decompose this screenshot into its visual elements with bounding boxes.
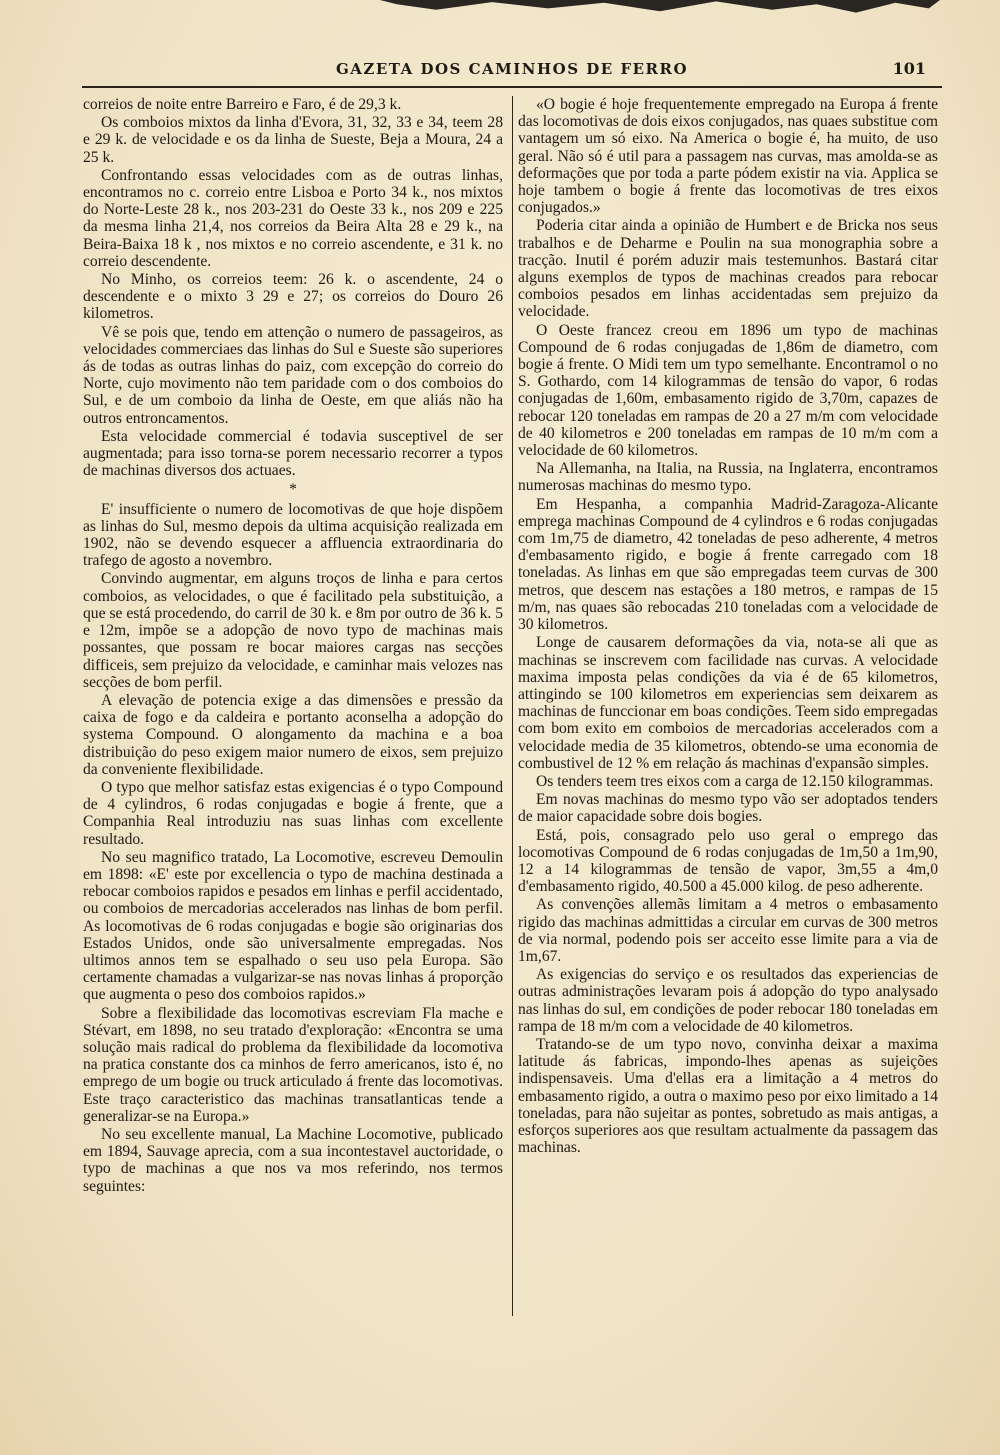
paragraph: correios de noite entre Barreiro e Faro, é de 29,3 k. <box>83 96 402 113</box>
paragraph: Em Hespanha, a companhia Madrid-Zaragoza-Alicante emprega machinas Compound de 4 cylindros e 6 rodas conjugadas com 1m,75 de diametro, 42 toneladas de peso adherente, 4 metros d'embasamento rigido, e bogie á frente carregado com 18 toneladas. As linhas em que são empregadas teem curvas de 300 metros, que descem nas estações a 180 metros, e rampas de 15 m/m, nas quaes são rebocadas 210 toneladas com a velocidade de 30 kilometros. <box>518 495 938 634</box>
paragraph: Os tenders teem tres eixos com a carga de 12.150 kilogrammas. <box>536 772 934 790</box>
torn-edge <box>380 0 940 14</box>
paragraph: Na Allemanha, na Italia, na Russia, na Inglaterra, encontramos numerosas machinas do mesmo typo. <box>518 460 938 495</box>
paragraph: Está, pois, consagrado pelo uso geral o emprego das locomotivas Compound de 6 rodas conjugadas de 1m,50 a 1m,90, 12 a 14 kilogrammas de tensão de vapor, 3m,55 a 4m,0 d'embasamento rigido, 40.500 a 45.000 kilog. de peso adherente. <box>518 826 938 896</box>
paragraph: Esta velocidade commercial é todavia susceptivel de ser augmentada; para isso torna-se porem necessario recorrer a typos de machinas diversos dos actuaes. <box>83 427 503 480</box>
paragraph: Convindo augmentar, em alguns troços de linha e para certos comboios, as velocidades, o que é facilitado pela substituição, a que se está procedendo, do carril de 30 k. e 8m por outro de 36 k. 5 e 12m, impõe se a adopção de novo typo de machinas mais possantes, que possam re bocar maiores cargas nas secções difficeis, sem prejuizo da velocidade, e caminhar mais velozes nas secções de bom perfil. <box>83 570 503 691</box>
paragraph: No seu magnifico tratado, La Locomotive, escreveu Demoulin em 1898: «E' este por excellencia o typo de machina destinada a rebocar comboios rapidos e pesados em linhas e perfil accidentado, ou comboios de mercadorias accelerados nas linhas de bom perfil. As locomotivas de 6 rodas conjugadas e bogie são originarias dos Estados Unidos, onde são universalmente empregadas. Nos ultimos annos tem se espalhado o seu uso pela Europa. São certamente chamadas a vulgarizar-se nas novas linhas á proporção que augmenta o peso dos comboios rapidos.» <box>83 848 504 1004</box>
paragraph: Poderia citar ainda a opinião de Humbert e de Bricka nos seus trabalhos e de Deharme e Poulin na sua monographia sobre a tracção. Inutil é porém aduzir mais testemunhos. Bastará citar alguns exemplos de typos de machinas creados para rebocar comboios pesados em linhas accidentadas sem prejuizo da velocidade. <box>518 217 938 321</box>
paragraph: Confrontando essas velocidades com as de outras linhas, encontramos no c. correio entre Lisboa e Porto 34 k., nos mixtos do Norte-Leste 28 k., nos 203-231 do Oeste 33 k., nos 209 e 225 da mesma linha 21,4, nos correios da Beira Alta 28 e 29 k., na Beira-Baixa 18 k , nos mixtos e no correio ascendente, e 31 k. no correio descendente. <box>83 166 503 270</box>
section-separator: * <box>289 481 297 499</box>
paragraph: O typo que melhor satisfaz estas exigencias é o typo Compound de 4 cylindros, 6 rodas conjugadas e bogie á frente, que a Companhia Real introduziu nas suas linhas com excellente resultado. <box>83 778 503 848</box>
column-divider <box>512 96 513 1316</box>
paragraph: Os comboios mixtos da linha d'Evora, 31, 32, 33 e 34, teem 28 e 29 k. de velocidade e os da linha de Sueste, Beja a Moura, 24 a 25 k. <box>83 114 503 166</box>
paragraph: Vê se pois que, tendo em attenção o numero de passageiros, as velocidades commerciaes das linhas do Sul e Sueste são superiores ás de todas as outras linhas do paiz, com excepção do correio do Norte, cujo movimento não tem paridade com o dos comboios do Sul, e de um comboio da linha de Oeste, em que aliás não ha outros entroncamentos. <box>83 323 503 427</box>
paragraph: A elevação de potencia exige a das dimensões e pressão da caixa de fogo e da caldeira e portanto aconselha a adopção do systema Compound. O alongamento da machina e a boa distribuição do peso exigem maior numero de eixos, sem prejuizo da conveniente flexibilidade. <box>83 691 503 778</box>
paragraph: Em novas machinas do mesmo typo vão ser adoptados tenders de maior capacidade sobre dois bogies. <box>518 791 938 826</box>
paragraph: E' insufficiente o numero de locomotivas de que hoje dispõem as linhas do Sul, mesmo depois da ultima acquisição realizada em 1902, não se devendo esquecer a affluencia extraordinaria do trafego de agosto a novembro. <box>83 500 503 570</box>
right-column <box>518 96 938 1157</box>
paragraph: O Oeste francez creou em 1896 um typo de machinas Compound de 6 rodas conjugadas de 1,86m de diametro, com bogie á frente. O Midi tem um typo semelhante. Encontramol o no S. Gothardo, com 14 kilogrammas de tensão do vapor, 6 rodas conjugadas de 1,60m, embasamento rigido de 3,70m, capazes de rebocar 120 toneladas em rampas de 20 a 27 m/m com velocidade de 40 kilometros e 200 toneladas em rampas de 10 m/m com a velocidade de 60 kilometros. <box>518 321 938 460</box>
page-header <box>82 60 942 84</box>
header-rule <box>82 86 942 88</box>
left-column <box>83 96 503 1196</box>
paragraph: No seu excellente manual, La Machine Locomotive, publicado em 1894, Sauvage aprecia, com a sua incontestavel auctoridade, o typo de machinas a que nos va mos referindo, nos termos seguintes: <box>83 1125 503 1195</box>
paragraph: No Minho, os correios teem: 26 k. o ascendente, 24 o descendente e o mixto 3 29 e 27; os correios do Douro 26 kilometros. <box>83 271 503 323</box>
page-number: 101 <box>892 59 926 78</box>
paragraph: Sobre a flexibilidade das locomotivas escreviam Fla mache e Stévart, em 1898, no seu tratado d'exploração: «Encontra se uma solução mais radical do problema da flexibilidade da locomotiva na pratica constante dos ca minhos de ferro americanos, isto é, no emprego de um bogie ou truck articulado á frente das locomotivas. Este traço caracteristico das machinas transatlanticas tende a generalizar-se na Europa.» <box>83 1004 503 1125</box>
paragraph: Tratando-se de um typo novo, convinha deixar a maxima latitude ás fabricas, impondo-lhes apenas as sujeições indispensaveis. Uma d'ellas era a limitação a 4 metros do embasamento rigido, a outra o maximo peso por eixo limitado a 14 toneladas, para não sujeitar as pontes, sobretudo as mais antigas, a esforços superiores aos que resultam actualmente da passagem das machinas. <box>518 1035 938 1157</box>
publication-title: GAZETA DOS CAMINHOS DE FERRO <box>335 60 689 78</box>
paragraph: As convenções allemãs limitam a 4 metros o embasamento rigido das machinas admittidas a circular em curvas de 300 metros de via normal, podendo pois ser acceito esse limite para a via de 1m,67. <box>518 896 938 965</box>
paragraph: «O bogie é hoje frequentemente empregado na Europa á frente das locomotivas de dois eixos conjugados, nas quaes substitue com vantagem um só eixo. Na America o bogie é, ha muito, de uso geral. Não só é util para a passagem nas curvas, mas amolda-se as deformações que por toda a parte pódem existir na via. Applica se hoje tambem o bogie á frente das locomotivas de tres eixos conjugados.» <box>518 96 938 217</box>
paragraph: Longe de causarem deformações da via, nota-se ali que as machinas se inscrevem com facilidade nas curvas. A velocidade maxima imposta pelas condições da via é de 65 kilometros, attingindo se 100 kilometros em experiencias sem deixarem as machinas de funccionar em boas condições. Teem sido empregadas com bom exito em comboios de mercadorias accelerados com a velocidade media de 35 kilometros, obtendo-se uma economia de combustivel de 12 % em relação ás machinas d'expansão simples. <box>518 634 938 772</box>
paragraph: As exigencias do serviço e os resultados das experiencias de outras administrações levaram pois á adopção do typo analysado nas linhas do sul, em condições de poder rebocar 180 toneladas em rampa de 18 m/m com a velocidade de 40 kilometros. <box>518 966 938 1035</box>
